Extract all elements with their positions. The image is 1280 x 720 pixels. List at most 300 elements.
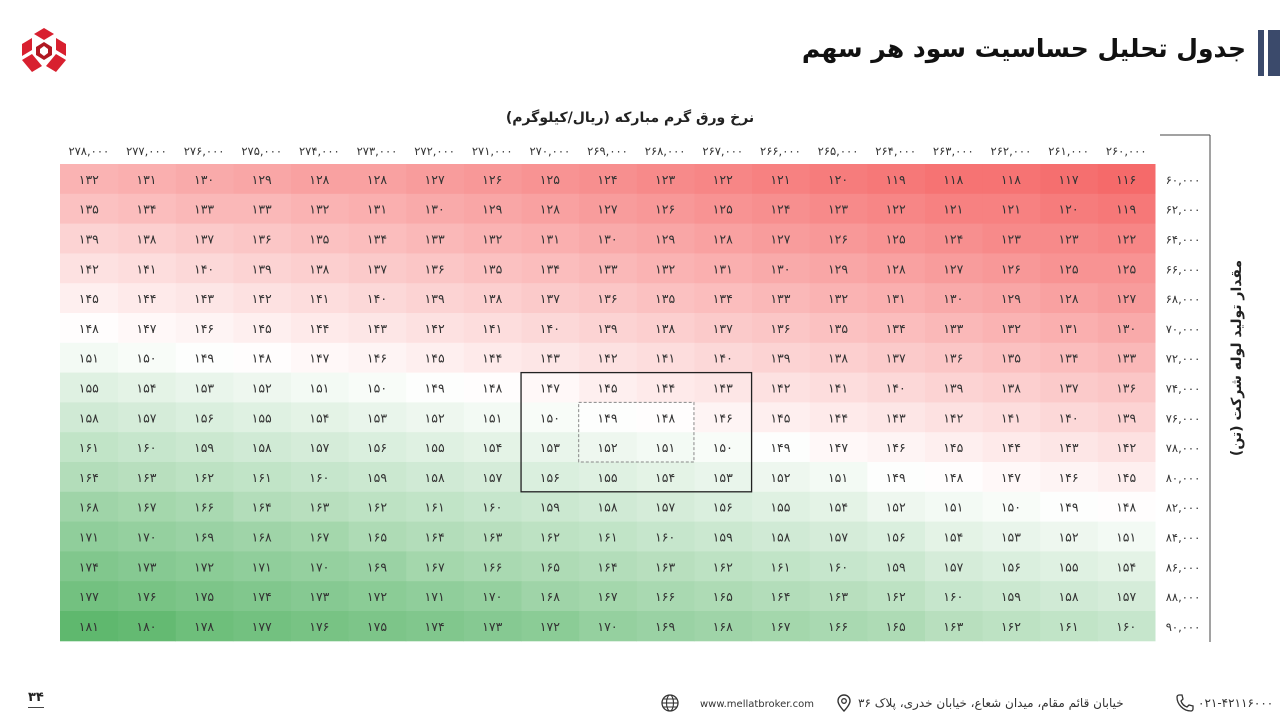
cell-value: ۱۲۴ (770, 201, 791, 217)
cell-value: ۱۳۴ (712, 291, 733, 307)
cell-value: ۱۱۷ (1058, 171, 1079, 187)
column-header: ۲۷۴,۰۰۰ (298, 144, 340, 158)
cell-value: ۱۶۳ (655, 559, 676, 575)
cell-value: ۱۴۳ (539, 350, 560, 366)
cell-value: ۱۳۶ (943, 350, 964, 366)
cell-value: ۱۶۵ (539, 559, 560, 575)
cell-value: ۱۳۳ (251, 201, 272, 217)
cell-value: ۱۷۸ (194, 618, 215, 634)
cell-value: ۱۳۵ (78, 201, 99, 217)
cell-value: ۱۳۱ (1058, 320, 1079, 336)
cell-value: ۱۴۲ (1116, 440, 1137, 456)
location-pin-icon (834, 693, 854, 713)
cell-value: ۱۷۶ (136, 589, 157, 605)
column-header: ۲۶۷,۰۰۰ (702, 144, 744, 158)
cell-value: ۱۴۲ (770, 380, 791, 396)
cell-value: ۱۵۴ (482, 440, 503, 456)
cell-value: ۱۳۶ (1116, 380, 1137, 396)
cell-value: ۱۶۶ (194, 499, 215, 515)
cell-value: ۱۲۸ (1058, 291, 1079, 307)
cell-value: ۱۴۹ (1058, 499, 1079, 515)
cell-value: ۱۴۳ (366, 320, 388, 336)
cell-value: ۱۳۶ (770, 320, 791, 336)
cell-value: ۱۴۸ (943, 469, 964, 485)
cell-value: ۱۳۱ (366, 201, 388, 217)
cell-value: ۱۳۳ (597, 261, 618, 277)
cell-value: ۱۶۰ (655, 529, 676, 545)
cell-value: ۱۳۳ (770, 291, 791, 307)
column-header: ۲۶۸,۰۰۰ (644, 144, 686, 158)
row-header: ۶۲,۰۰۰ (1165, 202, 1201, 217)
cell-value: ۱۳۰ (770, 261, 791, 277)
cell-value: ۱۷۲ (539, 618, 560, 634)
cell-value: ۱۶۸ (712, 618, 733, 634)
cell-value: ۱۲۸ (366, 171, 388, 187)
cell-value: ۱۵۶ (366, 440, 388, 456)
cell-value: ۱۵۴ (655, 469, 676, 485)
cell-value: ۱۵۸ (1058, 589, 1079, 605)
cell-value: ۱۵۴ (827, 499, 849, 515)
column-header: ۲۶۴,۰۰۰ (875, 144, 917, 158)
cell-value: ۱۳۹ (770, 350, 791, 366)
cell-value: ۱۳۵ (482, 261, 503, 277)
cell-value: ۱۳۳ (943, 320, 964, 336)
column-header: ۲۶۹,۰۰۰ (587, 144, 628, 158)
cell-value: ۱۴۲ (943, 410, 964, 426)
row-header: ۸۲,۰۰۰ (1165, 500, 1201, 515)
row-header: ۶۴,۰۰۰ (1165, 232, 1201, 247)
cell-value: ۱۵۷ (655, 499, 676, 515)
cell-value: ۱۴۰ (366, 291, 388, 307)
cell-value: ۱۶۴ (770, 589, 791, 605)
cell-value: ۱۴۶ (194, 320, 215, 336)
cell-value: ۱۴۵ (424, 350, 445, 366)
cell-value: ۱۳۷ (366, 261, 388, 277)
cell-value: ۱۵۲ (597, 440, 618, 456)
cell-value: ۱۳۳ (424, 231, 445, 247)
cell-value: ۱۶۰ (136, 440, 157, 456)
cell-value: ۱۲۶ (482, 171, 503, 187)
cell-value: ۱۵۲ (1058, 529, 1079, 545)
cell-value: ۱۲۶ (655, 201, 676, 217)
cell-value: ۱۳۲ (655, 261, 676, 277)
cell-value: ۱۲۶ (1000, 261, 1021, 277)
column-header: ۲۷۳,۰۰۰ (356, 144, 398, 158)
cell-value: ۱۳۴ (539, 261, 560, 277)
cell-value: ۱۳۹ (597, 320, 618, 336)
cell-value: ۱۳۸ (827, 350, 849, 366)
cell-value: ۱۴۴ (1000, 440, 1021, 456)
row-header: ۸۸,۰۰۰ (1165, 590, 1201, 605)
cell-value: ۱۶۴ (78, 469, 99, 485)
cell-value: ۱۴۵ (1116, 469, 1137, 485)
cell-value: ۱۵۳ (194, 380, 215, 396)
cell-value: ۱۷۴ (78, 559, 99, 575)
cell-value: ۱۲۹ (1000, 291, 1021, 307)
cell-value: ۱۴۹ (194, 350, 215, 366)
cell-value: ۱۲۵ (1116, 261, 1137, 277)
cell-value: ۱۲۴ (943, 231, 964, 247)
cell-value: ۱۵۴ (1116, 559, 1137, 575)
cell-value: ۱۴۳ (885, 410, 906, 426)
cell-value: ۱۳۸ (309, 261, 330, 277)
cell-value: ۱۱۶ (1116, 171, 1137, 187)
cell-value: ۱۵۰ (712, 440, 733, 456)
cell-value: ۱۳۹ (943, 380, 964, 396)
cell-value: ۱۶۷ (309, 529, 330, 545)
cell-value: ۱۳۸ (136, 231, 157, 247)
cell-value: ۱۴۵ (251, 320, 272, 336)
cell-value: ۱۵۰ (539, 410, 560, 426)
cell-value: ۱۳۸ (655, 320, 676, 336)
cell-value: ۱۵۲ (885, 499, 906, 515)
cell-value: ۱۳۰ (943, 291, 964, 307)
cell-value: ۱۶۲ (712, 559, 733, 575)
cell-value: ۱۳۶ (424, 261, 445, 277)
cell-value: ۱۵۶ (1000, 559, 1021, 575)
cell-value: ۱۴۱ (309, 291, 330, 307)
cell-value: ۱۵۳ (712, 469, 733, 485)
cell-value: ۱۵۹ (539, 499, 560, 515)
cell-value: ۱۲۵ (712, 201, 733, 217)
cell-value: ۱۳۵ (655, 291, 676, 307)
row-header: ۷۰,۰۰۰ (1165, 321, 1201, 336)
cell-value: ۱۵۳ (366, 410, 388, 426)
cell-value: ۱۴۵ (943, 440, 964, 456)
cell-value: ۱۳۲ (78, 171, 99, 187)
cell-value: ۱۴۲ (251, 291, 272, 307)
row-header: ۶۰,۰۰۰ (1165, 172, 1201, 187)
cell-value: ۱۴۹ (597, 410, 618, 426)
cell-value: ۱۴۳ (1058, 440, 1079, 456)
cell-value: ۱۲۷ (597, 201, 618, 217)
cell-value: ۱۷۷ (78, 589, 99, 605)
row-header: ۷۴,۰۰۰ (1165, 381, 1201, 396)
row-header: ۶۸,۰۰۰ (1165, 292, 1201, 307)
y-axis-title: مقدار تولید لوله شرکت (تن) (1229, 259, 1245, 457)
cell-value: ۱۷۰ (482, 589, 503, 605)
cell-value: ۱۵۲ (770, 469, 791, 485)
cell-value: ۱۲۴ (597, 171, 618, 187)
footer-phone: ۰۲۱-۴۲۱۱۶۰۰۰ (1198, 696, 1274, 710)
cell-value: ۱۶۸ (539, 589, 560, 605)
cell-value: ۱۴۷ (309, 350, 330, 366)
row-header: ۸۴,۰۰۰ (1165, 530, 1201, 545)
cell-value: ۱۴۷ (1000, 469, 1021, 485)
cell-value: ۱۵۸ (424, 469, 445, 485)
cell-value: ۱۲۰ (827, 171, 849, 187)
cell-value: ۱۳۸ (482, 291, 503, 307)
cell-value: ۱۷۵ (366, 618, 388, 634)
column-header: ۲۶۱,۰۰۰ (1048, 144, 1089, 158)
cell-value: ۱۴۴ (655, 380, 676, 396)
cell-value: ۱۲۷ (1116, 291, 1137, 307)
cell-value: ۱۲۵ (1058, 261, 1079, 277)
cell-value: ۱۶۳ (827, 589, 849, 605)
cell-value: ۱۴۵ (770, 410, 791, 426)
cell-value: ۱۶۶ (482, 559, 503, 575)
cell-value: ۱۶۳ (136, 469, 157, 485)
cell-value: ۱۴۹ (885, 469, 906, 485)
cell-value: ۱۳۷ (885, 350, 906, 366)
cell-value: ۱۵۱ (482, 410, 503, 426)
cell-value: ۱۴۶ (885, 440, 906, 456)
cell-value: ۱۴۸ (78, 320, 99, 336)
column-header: ۲۶۳,۰۰۰ (932, 144, 974, 158)
cell-value: ۱۵۵ (597, 469, 618, 485)
row-header: ۷۶,۰۰۰ (1165, 411, 1201, 426)
cell-value: ۱۴۱ (482, 320, 503, 336)
column-header: ۲۷۶,۰۰۰ (183, 144, 225, 158)
cell-value: ۱۶۵ (712, 589, 733, 605)
cell-value: ۱۷۰ (597, 618, 618, 634)
cell-value: ۱۶۷ (424, 559, 445, 575)
cell-value: ۱۶۷ (770, 618, 791, 634)
cell-value: ۱۶۲ (366, 499, 388, 515)
cell-value: ۱۵۹ (194, 440, 215, 456)
cell-value: ۱۵۷ (136, 410, 157, 426)
cell-value: ۱۲۹ (655, 231, 676, 247)
cell-value: ۱۳۴ (1058, 350, 1079, 366)
cell-value: ۱۵۱ (827, 469, 849, 485)
cell-value: ۱۷۲ (194, 559, 215, 575)
cell-value: ۱۳۱ (885, 291, 906, 307)
cell-value: ۱۶۱ (597, 529, 618, 545)
cell-value: ۱۴۲ (597, 350, 618, 366)
cell-value: ۱۲۸ (539, 201, 560, 217)
cell-value: ۱۵۷ (827, 529, 849, 545)
cell-value: ۱۶۱ (251, 469, 272, 485)
cell-value: ۱۳۱ (136, 171, 157, 187)
cell-value: ۱۶۴ (424, 529, 445, 545)
cell-value: ۱۵۹ (366, 469, 388, 485)
cell-value: ۱۷۳ (136, 559, 157, 575)
cell-value: ۱۶۹ (194, 529, 215, 545)
cell-value: ۱۴۲ (78, 261, 99, 277)
cell-value: ۱۶۲ (885, 589, 906, 605)
cell-value: ۱۳۵ (1000, 350, 1021, 366)
x-axis-title: نرخ ورق گرم مبارکه (ریال/کیلوگرم) (505, 110, 755, 126)
cell-value: ۱۶۱ (770, 559, 791, 575)
cell-value: ۱۷۱ (78, 529, 99, 545)
cell-value: ۱۶۰ (943, 589, 964, 605)
cell-value: ۱۴۴ (482, 350, 503, 366)
cell-value: ۱۳۹ (78, 231, 99, 247)
cell-value: ۱۲۷ (770, 231, 791, 247)
cell-value: ۱۵۹ (885, 559, 906, 575)
column-header: ۲۷۲,۰۰۰ (414, 144, 455, 158)
cell-value: ۱۴۴ (136, 291, 157, 307)
cell-value: ۱۲۹ (251, 171, 272, 187)
cell-value: ۱۳۶ (251, 231, 272, 247)
cell-value: ۱۶۱ (424, 499, 445, 515)
cell-value: ۱۴۹ (770, 440, 791, 456)
row-header: ۹۰,۰۰۰ (1165, 619, 1201, 634)
cell-value: ۱۵۶ (539, 469, 560, 485)
cell-value: ۱۴۱ (827, 380, 849, 396)
cell-value: ۱۲۲ (885, 201, 906, 217)
cell-value: ۱۲۳ (655, 171, 676, 187)
cell-value: ۱۲۲ (1116, 231, 1137, 247)
row-header: ۷۸,۰۰۰ (1165, 441, 1201, 456)
cell-value: ۱۷۲ (366, 589, 388, 605)
cell-value: ۱۵۱ (943, 499, 964, 515)
cell-value: ۱۶۸ (251, 529, 272, 545)
cell-value: ۱۳۵ (309, 231, 330, 247)
cell-value: ۱۳۰ (424, 201, 445, 217)
column-header: ۲۷۵,۰۰۰ (241, 144, 283, 158)
cell-value: ۱۲۸ (885, 261, 906, 277)
cell-value: ۱۴۰ (194, 261, 215, 277)
cell-value: ۱۳۹ (251, 261, 272, 277)
cell-value: ۱۲۱ (1000, 201, 1021, 217)
cell-value: ۱۴۲ (424, 320, 445, 336)
phone-icon (1174, 693, 1194, 713)
cell-value: ۱۳۱ (712, 261, 733, 277)
cell-value: ۱۵۵ (424, 440, 445, 456)
cell-value: ۱۵۳ (539, 440, 560, 456)
cell-value: ۱۶۲ (1000, 618, 1021, 634)
row-header: ۸۶,۰۰۰ (1165, 560, 1201, 575)
row-header: ۸۰,۰۰۰ (1165, 470, 1201, 485)
cell-value: ۱۲۱ (770, 171, 791, 187)
cell-value: ۱۵۵ (770, 499, 791, 515)
cell-value: ۱۶۱ (1058, 618, 1079, 634)
page-title: جدول تحلیل حساسیت سود هر سهم (801, 34, 1246, 63)
cell-value: ۱۲۰ (1058, 201, 1079, 217)
cell-value: ۱۴۸ (482, 380, 503, 396)
cell-value: ۱۶۷ (597, 589, 618, 605)
cell-value: ۱۵۶ (712, 499, 733, 515)
cell-value: ۱۵۱ (655, 440, 676, 456)
cell-value: ۱۲۸ (309, 171, 330, 187)
cell-value: ۱۵۸ (770, 529, 791, 545)
cell-value: ۱۶۸ (78, 499, 99, 515)
cell-value: ۱۳۸ (1000, 380, 1021, 396)
cell-value: ۱۲۱ (943, 201, 964, 217)
cell-value: ۱۴۱ (136, 261, 157, 277)
cell-value: ۱۲۸ (712, 231, 733, 247)
cell-value: ۱۵۱ (309, 380, 330, 396)
cell-value: ۱۵۰ (136, 350, 157, 366)
cell-value: ۱۷۳ (482, 618, 503, 634)
cell-value: ۱۶۲ (539, 529, 560, 545)
cell-value: ۱۲۳ (827, 201, 849, 217)
column-header: ۲۷۱,۰۰۰ (471, 144, 513, 158)
cell-value: ۱۴۹ (424, 380, 445, 396)
cell-value: ۱۵۷ (482, 469, 503, 485)
cell-value: ۱۵۵ (1058, 559, 1079, 575)
cell-value: ۱۵۴ (309, 410, 330, 426)
cell-value: ۱۷۱ (424, 589, 445, 605)
cell-value: ۱۴۸ (251, 350, 272, 366)
cell-value: ۱۶۰ (482, 499, 503, 515)
cell-value: ۱۶۱ (78, 440, 99, 456)
page-number: ۳۴ (28, 690, 44, 708)
cell-value: ۱۴۵ (78, 291, 99, 307)
cell-value: ۱۶۴ (251, 499, 272, 515)
cell-value: ۱۴۸ (1116, 499, 1137, 515)
cell-value: ۱۳۴ (366, 231, 388, 247)
cell-value: ۱۲۹ (827, 261, 849, 277)
cell-value: ۱۲۳ (1000, 231, 1021, 247)
cell-value: ۱۲۶ (827, 231, 849, 247)
cell-value: ۱۵۰ (1000, 499, 1021, 515)
cell-value: ۱۵۶ (194, 410, 215, 426)
cell-value: ۱۲۹ (482, 201, 503, 217)
column-header: ۲۷۰,۰۰۰ (529, 144, 571, 158)
cell-value: ۱۶۳ (309, 499, 330, 515)
cell-value: ۱۵۹ (1000, 589, 1021, 605)
globe-icon (660, 693, 680, 713)
cell-value: ۱۲۷ (943, 261, 964, 277)
cell-value: ۱۳۵ (827, 320, 849, 336)
cell-value: ۱۴۰ (1058, 410, 1079, 426)
cell-value: ۱۷۱ (251, 559, 272, 575)
footer-website[interactable]: www.mellatbroker.com (700, 699, 814, 710)
cell-value: ۱۴۷ (539, 380, 560, 396)
cell-value: ۱۶۳ (943, 618, 964, 634)
cell-value: ۱۶۵ (885, 618, 906, 634)
cell-value: ۱۳۴ (136, 201, 157, 217)
column-header: ۲۶۶,۰۰۰ (760, 144, 801, 158)
cell-value: ۱۴۵ (597, 380, 618, 396)
cell-value: ۱۲۳ (1058, 231, 1079, 247)
cell-value: ۱۲۷ (424, 171, 445, 187)
cell-value: ۱۶۹ (655, 618, 676, 634)
cell-value: ۱۲۲ (712, 171, 733, 187)
cell-value: ۱۳۹ (424, 291, 445, 307)
cell-value: ۱۵۹ (712, 529, 733, 545)
cell-value: ۱۸۰ (136, 618, 157, 634)
cell-value: ۱۳۷ (1058, 380, 1079, 396)
cell-value: ۱۴۰ (539, 320, 560, 336)
column-header: ۲۶۰,۰۰۰ (1105, 144, 1147, 158)
cell-value: ۱۵۸ (78, 410, 99, 426)
cell-value: ۱۵۰ (366, 380, 388, 396)
cell-value: ۱۵۸ (597, 499, 618, 515)
cell-value: ۱۴۶ (366, 350, 388, 366)
cell-value: ۱۳۷ (539, 291, 560, 307)
cell-value: ۱۷۴ (424, 618, 445, 634)
cell-value: ۱۷۰ (136, 529, 157, 545)
cell-value: ۱۴۱ (655, 350, 676, 366)
cell-value: ۱۳۰ (194, 171, 215, 187)
cell-value: ۱۴۷ (827, 440, 849, 456)
cell-value: ۱۳۹ (1116, 410, 1137, 426)
cell-value: ۱۴۸ (655, 410, 676, 426)
cell-value: ۱۱۸ (1000, 171, 1021, 187)
cell-value: ۱۷۳ (309, 589, 330, 605)
cell-value: ۱۳۲ (309, 201, 330, 217)
cell-value: ۱۵۶ (885, 529, 906, 545)
cell-value: ۱۲۵ (539, 171, 560, 187)
cell-value: ۱۵۵ (251, 410, 272, 426)
column-header: ۲۶۵,۰۰۰ (817, 144, 859, 158)
cell-value: ۱۴۴ (309, 320, 330, 336)
cell-value: ۱۵۵ (78, 380, 99, 396)
cell-value: ۱۵۳ (1000, 529, 1021, 545)
cell-value: ۱۵۱ (1116, 529, 1137, 545)
cell-value: ۱۵۷ (1116, 589, 1137, 605)
cell-value: ۱۵۴ (943, 529, 964, 545)
cell-value: ۱۳۷ (194, 231, 215, 247)
cell-value: ۱۶۶ (827, 618, 849, 634)
cell-value: ۱۸۱ (78, 618, 99, 634)
cell-value: ۱۷۷ (251, 618, 272, 634)
cell-value: ۱۴۷ (136, 320, 157, 336)
cell-value: ۱۲۵ (885, 231, 906, 247)
